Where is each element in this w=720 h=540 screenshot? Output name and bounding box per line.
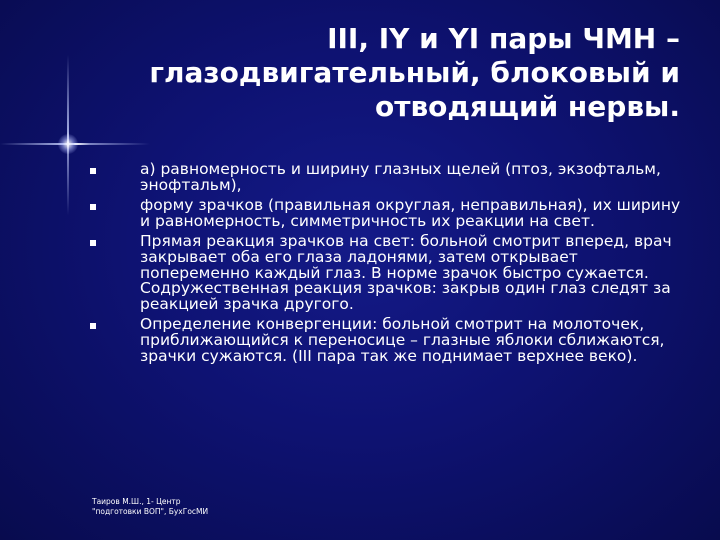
bullet-item	[90, 317, 690, 364]
bullet-text: Определение конвергенции: больной смотрит на молоточек, приближающийся к переносице – глазные яблоки сближаются, зрачки сужаются. (III пара так же поднимает верхнее веко).	[140, 315, 665, 365]
bullet-text: Прямая реакция зрачков на свет: больной смотрит вперед, врач закрывает оба его глаза ладонями, затем открывает попеременно каждый глаз. В норме зрачок быстро сужается. Содружественная реакция зрачков: закрыв один глаз следят за реакцией зрачка другого.	[140, 232, 672, 313]
sparkle-icon	[58, 134, 78, 154]
bullet-text: форму зрачков (правильная округлая, неправильная), их ширину и равномерность, симметричность их реакции на свет.	[140, 196, 681, 230]
square-bullet-icon	[90, 204, 96, 210]
square-bullet-icon	[90, 240, 96, 246]
slide-title-line1: III, IY и YI пары ЧМН –	[327, 22, 680, 55]
bullet-item	[90, 234, 690, 312]
square-bullet-icon	[90, 168, 96, 174]
bullet-text: а) равномерность и ширину глазных щелей (птоз, экзофтальм, энофтальм),	[140, 160, 661, 194]
square-bullet-icon	[90, 323, 96, 329]
slide-title	[100, 22, 680, 124]
slide-title-line2: глазодвигательный, блоковый и	[149, 56, 680, 89]
bullet-item	[90, 162, 690, 193]
bullet-item	[90, 198, 690, 229]
footer-line2: "подготовки ВОП", БухГосМИ	[92, 507, 209, 516]
bullet-list	[90, 162, 690, 364]
author-footer	[92, 497, 208, 517]
slide-title-line3: отводящий нервы.	[374, 90, 680, 123]
footer-line1: Таиров М.Ш., 1- Центр	[92, 497, 181, 506]
